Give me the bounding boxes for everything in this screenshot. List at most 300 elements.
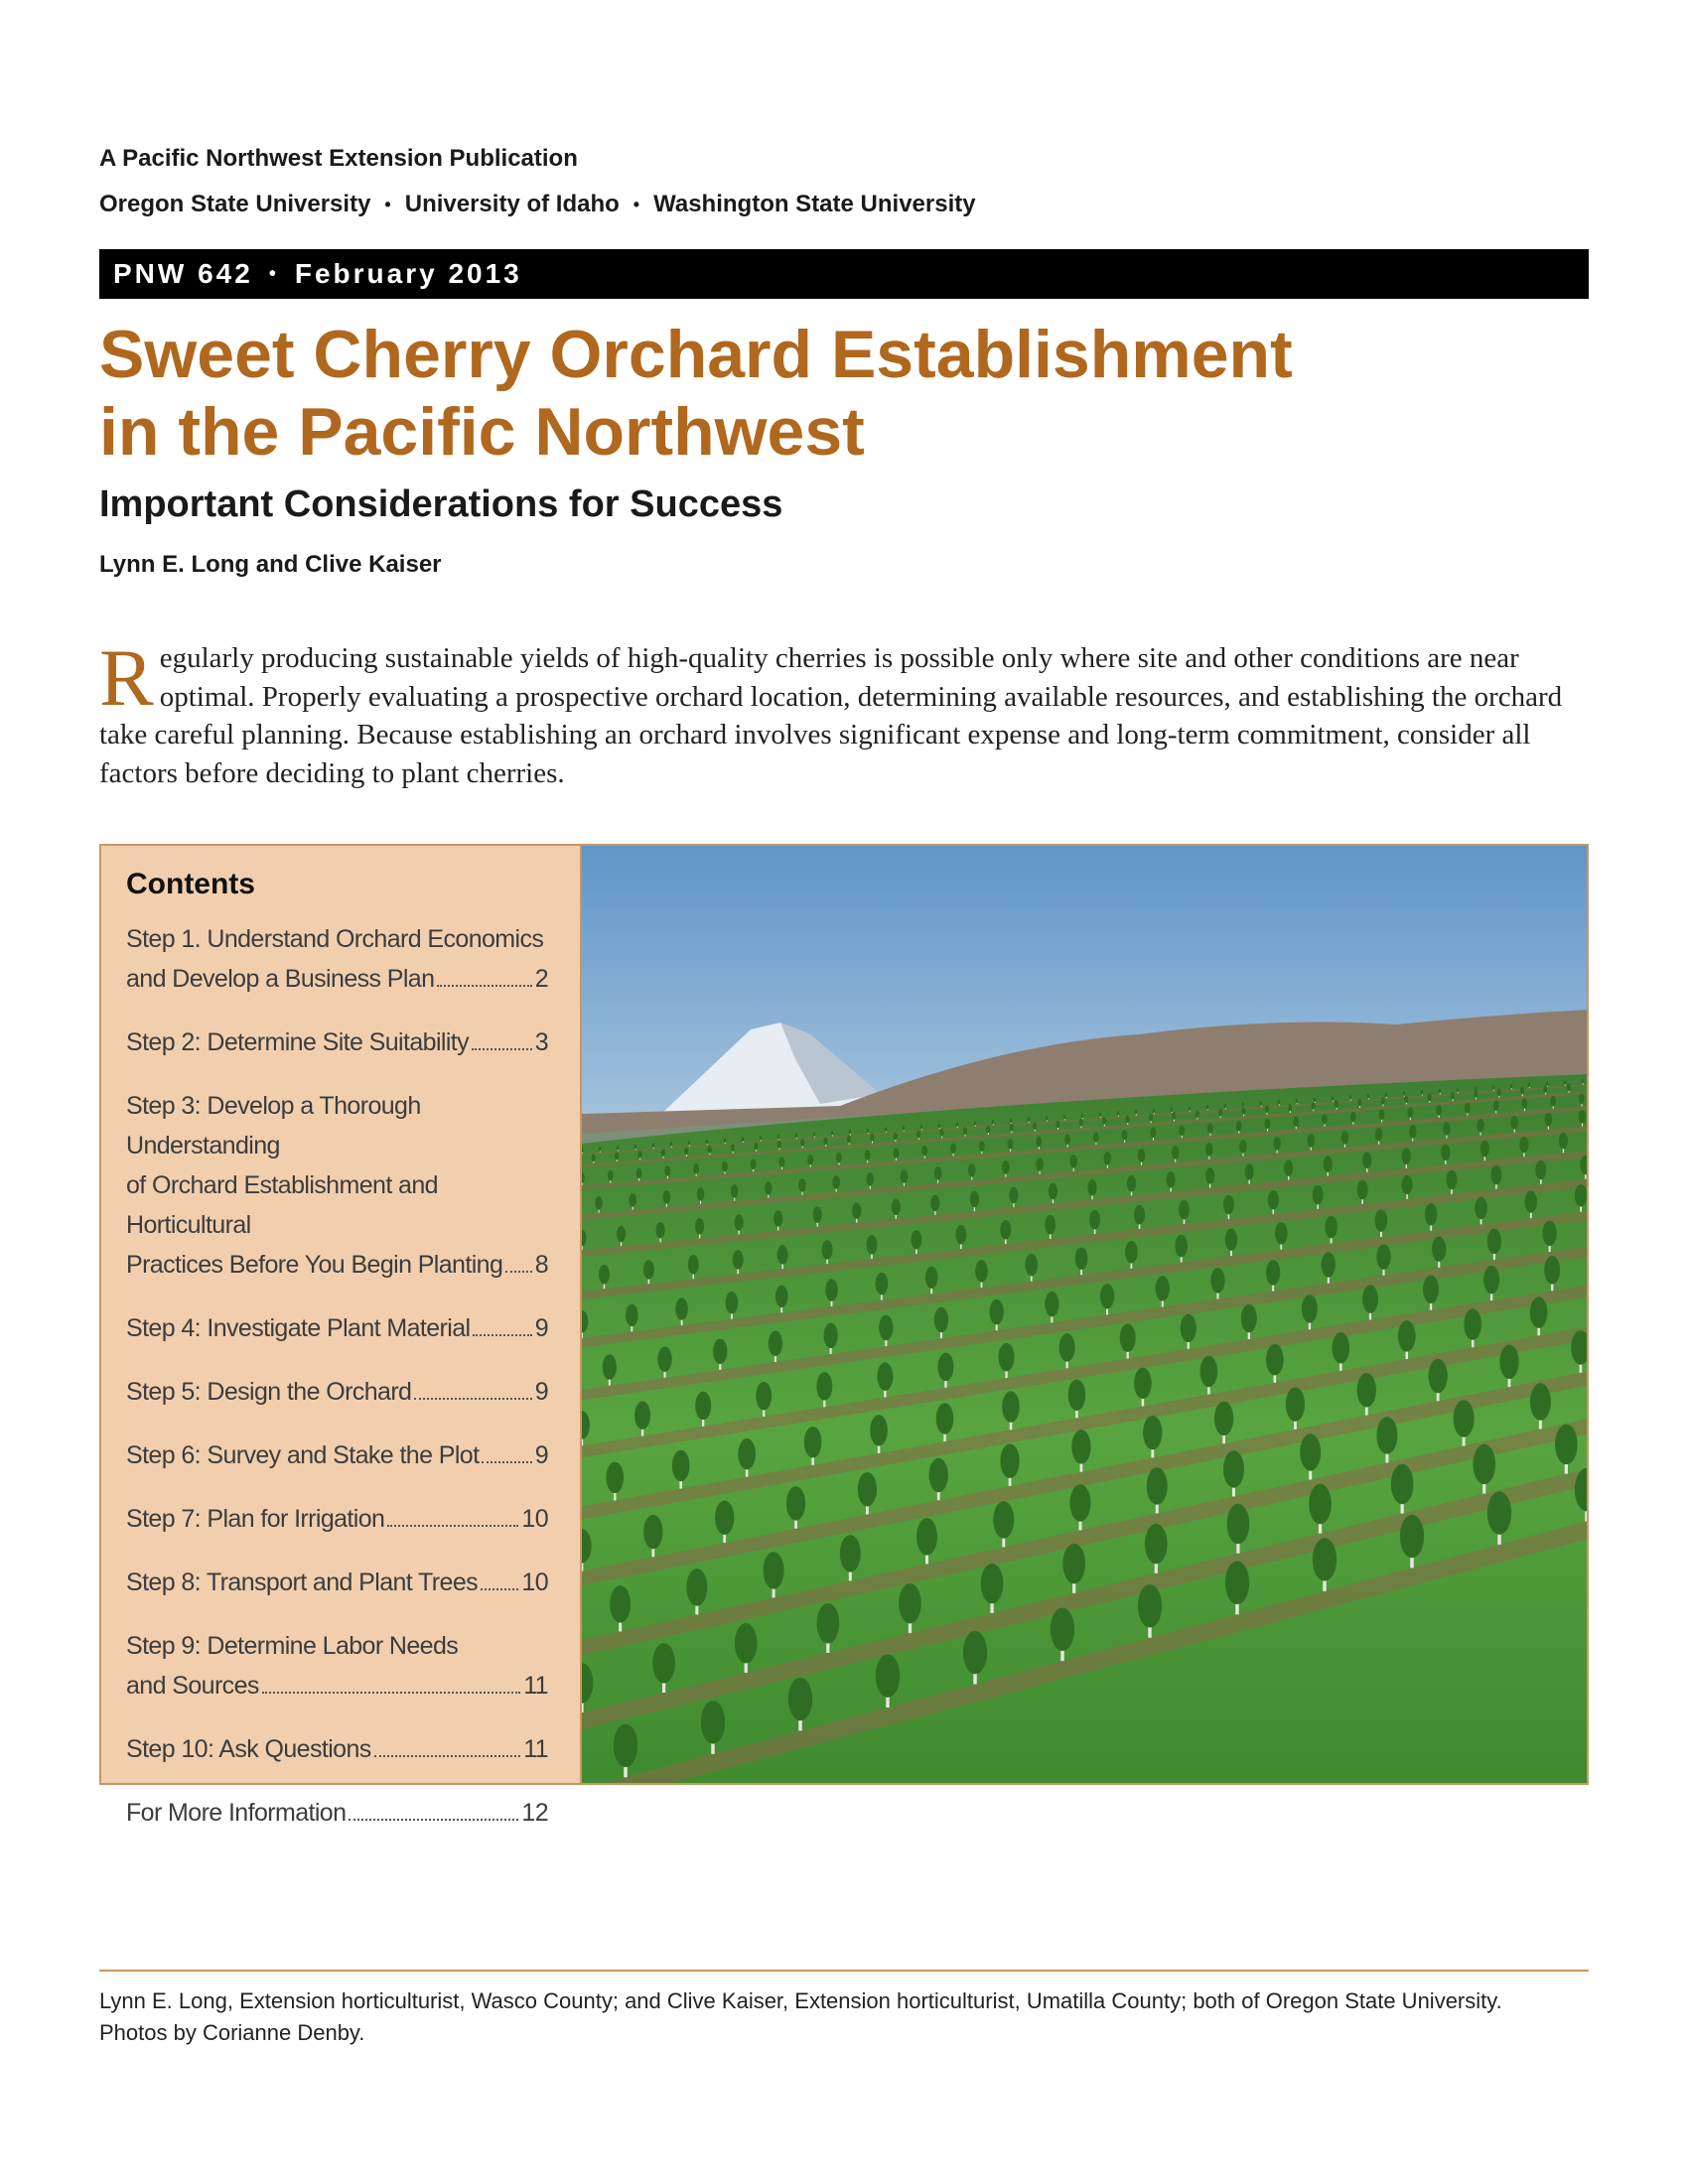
tree-crown: [777, 1135, 780, 1140]
tree-crown: [688, 1141, 691, 1146]
tree-crown: [1376, 1244, 1390, 1270]
tree-crown: [672, 1450, 690, 1482]
tree-crown: [817, 1603, 840, 1644]
contents-item-label: Step 2: Determine Site Suitability: [126, 1028, 470, 1056]
tree-crown: [1069, 1155, 1077, 1168]
tree-crown: [1028, 1117, 1031, 1122]
tree-crown: [1367, 1094, 1370, 1099]
separator-dot: •: [633, 194, 640, 214]
tree-crown: [1428, 1359, 1447, 1394]
tree-crown: [823, 1138, 827, 1146]
tree-crown: [751, 1159, 757, 1169]
tree-crown: [661, 1149, 665, 1157]
tree-crown: [1313, 1185, 1324, 1205]
footer-divider: [99, 1970, 1589, 1972]
contents-page-number: 9: [534, 1378, 548, 1406]
tree-crown: [867, 1235, 878, 1255]
tree-crown: [1379, 1110, 1385, 1121]
tree-crown: [1093, 1132, 1099, 1143]
tree-crown: [885, 1127, 888, 1132]
contents-item-row: [126, 1729, 548, 1769]
contents-item-row: [126, 1499, 548, 1539]
publication-bar: [99, 249, 1589, 299]
tree-crown: [1049, 1183, 1057, 1200]
contents-page-number: 12: [521, 1799, 548, 1827]
tree-crown: [617, 1146, 620, 1151]
tree-crown: [804, 1427, 822, 1458]
tree-crown: [756, 1382, 772, 1411]
tree-crown: [637, 1151, 641, 1159]
tree-crown: [1402, 1175, 1413, 1195]
tree-crown: [733, 1250, 744, 1270]
tree-crown: [1559, 1133, 1568, 1150]
tree-crown: [899, 1583, 921, 1624]
tree-crown: [1519, 1137, 1528, 1154]
contents-item-row: [126, 1563, 548, 1602]
tree-crown: [1225, 1562, 1249, 1605]
tree-crown: [655, 1222, 664, 1239]
tree-crown: [1002, 1160, 1010, 1174]
tree-crown: [1465, 1103, 1471, 1114]
tree-crown: [930, 1195, 939, 1212]
tree-crown: [1214, 1402, 1233, 1436]
tree-crown: [1125, 1116, 1129, 1124]
tree-crown: [1293, 1116, 1299, 1127]
contents-item: [126, 1308, 548, 1348]
tree-crown: [629, 1193, 636, 1207]
tree-crown: [1473, 1444, 1495, 1485]
tree-crown: [1268, 1190, 1279, 1210]
tree-crown: [1357, 1373, 1376, 1408]
tree-crown: [1349, 1095, 1352, 1100]
tree-crown: [1010, 1119, 1013, 1124]
tree-crown: [1059, 1333, 1075, 1362]
tree-crown: [901, 1169, 909, 1183]
contents-heading: Contents: [126, 868, 255, 900]
contents-item: [126, 1563, 548, 1602]
contents-page-number: 10: [521, 1569, 548, 1596]
tree-crown: [903, 1126, 906, 1131]
tree-crown: [1100, 1284, 1114, 1309]
tree-crown: [1239, 1140, 1247, 1154]
tree-crown: [1579, 1110, 1587, 1124]
tree-crown: [1525, 1190, 1538, 1213]
tree-crown: [1033, 1122, 1037, 1130]
contents-item: [126, 1435, 548, 1475]
tree-crown: [1036, 1158, 1044, 1171]
tree-crown: [849, 1130, 852, 1135]
contents-item-row: [126, 1245, 548, 1285]
tree-crown: [1241, 1107, 1245, 1115]
tree-crown: [1475, 1086, 1477, 1091]
tree-crown: [1265, 1105, 1269, 1113]
tree-crown: [1227, 1504, 1250, 1545]
tree-crown: [877, 1362, 893, 1391]
tree-crown: [1535, 1160, 1546, 1180]
tree-crown: [867, 1129, 870, 1134]
contents-item-label: For More Information: [126, 1799, 347, 1827]
tree-crown: [1439, 1089, 1442, 1094]
tree-crown: [1362, 1152, 1371, 1168]
tree-crown: [1166, 1171, 1175, 1188]
tree-crown: [1487, 1228, 1501, 1254]
tree-crown: [1143, 1416, 1162, 1450]
tree-crown: [1036, 1137, 1042, 1148]
tree-crown: [1135, 1110, 1138, 1115]
tree-crown: [592, 1154, 596, 1161]
tree-crown: [1120, 1323, 1136, 1352]
contents-page-number: 2: [534, 965, 548, 993]
tree-crown: [867, 1172, 875, 1186]
dot-leader: [414, 1398, 531, 1400]
tree-crown: [1375, 1209, 1388, 1232]
tree-crown: [1104, 1152, 1112, 1165]
tree-crown: [1236, 1121, 1242, 1132]
contents-list: [126, 919, 548, 1833]
tree-crown: [1350, 1112, 1356, 1123]
dot-leader: [481, 1588, 518, 1590]
tree-crown: [1510, 1084, 1513, 1089]
tree-crown: [1102, 1117, 1106, 1125]
tree-crown: [1575, 1184, 1588, 1207]
contents-item-label: Step 5: Design the Orchard: [126, 1378, 412, 1406]
tree-crown: [1300, 1433, 1321, 1471]
university-wsu: Washington State University: [653, 191, 976, 217]
tree-crown: [990, 1299, 1004, 1325]
tree-crown: [968, 1163, 976, 1177]
tree-crown: [1391, 1464, 1414, 1505]
contents-page-number: 11: [523, 1735, 548, 1763]
tree-crown: [876, 1273, 889, 1296]
tree-crown: [1225, 1228, 1238, 1251]
tree-crown: [636, 1168, 642, 1179]
tree-crown: [1404, 1095, 1408, 1103]
tree-crown: [1181, 1314, 1196, 1343]
tree-crown: [765, 1181, 773, 1195]
footer-credits: [99, 1985, 1589, 2049]
contents-page-number: 11: [523, 1672, 548, 1700]
tree-crown: [634, 1401, 650, 1430]
tree-crown: [1009, 1187, 1018, 1204]
tree-crown: [1286, 1387, 1305, 1422]
tree-crown: [1436, 1105, 1442, 1116]
tree-crown: [1179, 1125, 1185, 1136]
publication-date: February 2013: [294, 258, 522, 289]
tree-crown: [731, 1184, 739, 1198]
tree-crown: [1145, 1524, 1168, 1565]
tree-crown: [788, 1678, 812, 1721]
tree-crown: [879, 1315, 893, 1341]
university-idaho: University of Idaho: [404, 191, 620, 217]
tree-crown: [1134, 1368, 1152, 1400]
tree-crown: [643, 1515, 662, 1550]
tree-crown: [1546, 1081, 1549, 1086]
tree-crown: [1530, 1297, 1548, 1328]
contents-item-label: Step 7: Plan for Irrigation: [126, 1505, 385, 1533]
tree-crown: [1008, 1139, 1014, 1150]
tree-crown: [724, 1139, 727, 1144]
contents-item-label: and Develop a Business Plan: [126, 965, 435, 993]
tree-crown: [1196, 1111, 1199, 1119]
intro-paragraph: [99, 632, 1589, 792]
tree-crown: [1313, 1538, 1336, 1581]
tree-crown: [870, 1134, 874, 1142]
tree-crown: [1051, 1607, 1074, 1651]
tree-crown: [1544, 1256, 1560, 1285]
tree-crown: [1492, 1085, 1495, 1090]
tree-crown: [1497, 1089, 1501, 1097]
tree-crown: [1002, 1391, 1020, 1423]
tree-crown: [937, 1353, 953, 1382]
tree-crown: [1407, 1107, 1413, 1118]
tree-crown: [858, 1472, 877, 1507]
tree-crown: [652, 1143, 655, 1148]
contents-item-row: [126, 1308, 548, 1348]
publication-number: PNW 642: [113, 258, 253, 289]
dot-leader: [473, 1334, 531, 1336]
tree-crown: [1275, 1222, 1288, 1245]
contents-item-row: [126, 1435, 548, 1475]
tree-crown: [686, 1569, 707, 1606]
tree-crown: [1528, 1083, 1531, 1088]
tree-crown: [921, 1146, 927, 1157]
tree-crown: [865, 1150, 871, 1160]
tree-crown: [664, 1165, 670, 1176]
tree-crown: [1172, 1112, 1176, 1120]
tree-crown: [925, 1267, 938, 1290]
tree-crown: [939, 1129, 943, 1137]
tree-crown: [1564, 1080, 1567, 1085]
tree-crown: [1474, 1090, 1477, 1098]
tree-crown: [894, 1132, 898, 1140]
tree-crown: [1332, 1332, 1349, 1364]
tree-crown: [1046, 1116, 1049, 1121]
tree-crown: [1520, 1087, 1524, 1095]
tree-crown: [1480, 1141, 1489, 1158]
tree-crown: [1475, 1197, 1487, 1220]
contents-page-number: 8: [534, 1251, 548, 1279]
tree-crown: [916, 1131, 920, 1139]
contents-item-line: of Orchard Establishment and Horticultural: [126, 1171, 438, 1239]
tree-crown: [920, 1125, 923, 1130]
tree-crown: [1309, 1484, 1332, 1525]
tree-crown: [999, 1343, 1015, 1372]
tree-crown: [1122, 1130, 1128, 1141]
tree-crown: [610, 1585, 631, 1623]
tree-crown: [1205, 1143, 1213, 1157]
tree-crown: [1063, 1115, 1066, 1120]
tree-crown: [1490, 1165, 1501, 1185]
tree-crown: [626, 1304, 638, 1327]
tree-crown: [1454, 1400, 1475, 1437]
tree-crown: [1464, 1308, 1481, 1340]
tree-crown: [1357, 1180, 1368, 1200]
tree-crown: [715, 1501, 734, 1536]
tree-crown: [1409, 1125, 1417, 1139]
tree-crown: [1288, 1104, 1292, 1112]
dot-leader: [437, 985, 531, 987]
tree-crown: [1223, 1450, 1244, 1488]
tree-crown: [974, 1121, 977, 1126]
tree-crown: [1241, 1304, 1257, 1333]
tree-crown: [1402, 1149, 1411, 1165]
tree-crown: [1325, 1216, 1337, 1239]
tree-crown: [708, 1146, 712, 1154]
contents-item-row: [126, 1666, 548, 1706]
page-subtitle: Important Considerations for Success: [99, 483, 783, 525]
dot-leader: [482, 1461, 531, 1463]
author-credit: Lynn E. Long, Extension horticulturist, Wasco County; and Clive Kaiser, Extension horticulturist, Umatilla County; both of Oregon State University.: [99, 1988, 1502, 2013]
tree-crown: [938, 1124, 941, 1129]
tree-crown: [1189, 1106, 1192, 1111]
tree-crown: [1125, 1241, 1138, 1264]
tree-crown: [934, 1307, 948, 1333]
tree-crown: [1207, 1123, 1213, 1134]
title-line-1: Sweet Cherry Orchard Establishment: [99, 317, 1293, 392]
tree-crown: [1218, 1109, 1222, 1117]
dot-leader: [374, 1755, 521, 1757]
tree-crown: [1493, 1100, 1499, 1111]
tree-crown: [1312, 1102, 1316, 1110]
tree-crown: [735, 1623, 758, 1664]
tree-crown: [1156, 1276, 1170, 1301]
tree-crown: [1314, 1098, 1317, 1102]
tree-crown: [695, 1218, 704, 1235]
tree-crown: [731, 1144, 735, 1152]
tree-crown: [1200, 1356, 1218, 1388]
contents-item-row: [126, 959, 548, 999]
tree-crown: [1205, 1167, 1214, 1184]
tree-crown: [1398, 1320, 1416, 1352]
tree-crown: [599, 1147, 602, 1152]
dot-leader: [262, 1692, 520, 1694]
tree-crown: [735, 1214, 744, 1231]
tree-crown: [1530, 1383, 1551, 1421]
tree-crown: [1324, 1156, 1333, 1172]
tree-crown: [981, 1564, 1004, 1604]
tree-crown: [970, 1191, 979, 1208]
tree-crown: [1175, 1235, 1188, 1258]
tree-crown: [847, 1136, 851, 1144]
tree-crown: [1150, 1128, 1156, 1139]
contents-item: [126, 1086, 548, 1285]
tree-crown: [769, 1331, 782, 1357]
tree-crown: [1545, 1113, 1553, 1127]
tree-crown: [643, 1260, 654, 1280]
contents-page-number: 9: [534, 1441, 548, 1469]
tree-crown: [1335, 1100, 1338, 1108]
orchard-illustration: [582, 846, 1589, 1785]
contents-item-label: Practices Before You Begin Planting: [126, 1251, 503, 1279]
contents-item-label: and Sources: [126, 1672, 259, 1700]
tree-crown: [832, 1175, 840, 1189]
contents-page-number: 10: [521, 1505, 548, 1533]
tree-crown: [599, 1265, 610, 1285]
tree-crown: [1149, 1114, 1153, 1122]
tree-crown: [1079, 1119, 1083, 1127]
tree-crown: [800, 1139, 804, 1147]
authors: Lynn E. Long and Clive Kaiser: [99, 551, 442, 578]
tree-crown: [963, 1127, 967, 1135]
tree-crown: [1510, 1116, 1518, 1130]
tree-crown: [1260, 1101, 1263, 1106]
tree-crown: [615, 1153, 619, 1160]
tree-crown: [1425, 1203, 1438, 1226]
tree-crown: [1567, 1083, 1571, 1091]
photo-credit: Photos by Corianne Denby.: [99, 2020, 365, 2045]
orchard-photo: [582, 844, 1589, 1785]
tree-crown: [1045, 1292, 1058, 1317]
tree-crown: [831, 1131, 834, 1136]
tree-crown: [1089, 1210, 1100, 1230]
tree-crown: [813, 1132, 816, 1137]
separator-dot: •: [268, 262, 279, 285]
tree-crown: [1357, 1099, 1361, 1107]
tree-crown: [840, 1535, 861, 1572]
tree-crown: [1443, 1122, 1451, 1136]
tree-crown: [798, 1178, 806, 1192]
tree-crown: [963, 1631, 987, 1675]
tree-crown: [1322, 1114, 1328, 1125]
contents-item-label: Step 4: Investigate Plant Material: [126, 1314, 471, 1342]
tree-crown: [1099, 1112, 1102, 1117]
tree-crown: [1223, 1195, 1234, 1215]
tree-crown: [1266, 1344, 1284, 1376]
tree-crown: [1487, 1491, 1511, 1535]
contents-box: [99, 844, 582, 1827]
tree-crown: [1381, 1097, 1385, 1105]
tree-crown: [695, 1392, 711, 1421]
tree-crown: [1477, 1119, 1484, 1133]
tree-crown: [993, 1501, 1014, 1539]
contents-item: [126, 1626, 548, 1706]
tree-crown: [1284, 1160, 1293, 1176]
tree-crown: [1171, 1107, 1174, 1112]
tree-crown: [1582, 1079, 1585, 1084]
contents-item-label: Step 10: Ask Questions: [126, 1735, 371, 1763]
tree-crown: [742, 1137, 745, 1142]
tree-crown: [1266, 1260, 1280, 1286]
tree-crown: [1322, 1252, 1336, 1278]
tree-crown: [1134, 1205, 1145, 1225]
tree-crown: [825, 1279, 838, 1301]
tree-crown: [1278, 1100, 1281, 1105]
tree-crown: [1147, 1467, 1168, 1505]
tree-crown: [934, 1166, 942, 1180]
tree-crown: [1025, 1254, 1038, 1277]
tree-crown: [1375, 1128, 1383, 1142]
tree-crown: [956, 1122, 959, 1127]
tree-crown: [688, 1255, 699, 1275]
universities-line: [99, 191, 976, 218]
contents-item-label: Step 8: Transport and Plant Trees: [126, 1569, 479, 1596]
tree-crown: [754, 1143, 758, 1151]
tree-crown: [1075, 1247, 1088, 1270]
tree-crown: [822, 1240, 833, 1260]
tree-crown: [713, 1338, 727, 1364]
tree-crown: [1070, 1484, 1091, 1522]
contents-item: [126, 1793, 548, 1833]
tree-crown: [929, 1458, 948, 1493]
dot-leader: [387, 1525, 518, 1527]
tree-crown: [652, 1643, 675, 1684]
page-title: [99, 316, 1589, 471]
contents-page-number: 9: [534, 1314, 548, 1342]
tree-crown: [697, 1187, 705, 1201]
tree-crown: [778, 1157, 784, 1167]
tree-crown: [1062, 1544, 1085, 1584]
tree-crown: [1273, 1137, 1281, 1151]
